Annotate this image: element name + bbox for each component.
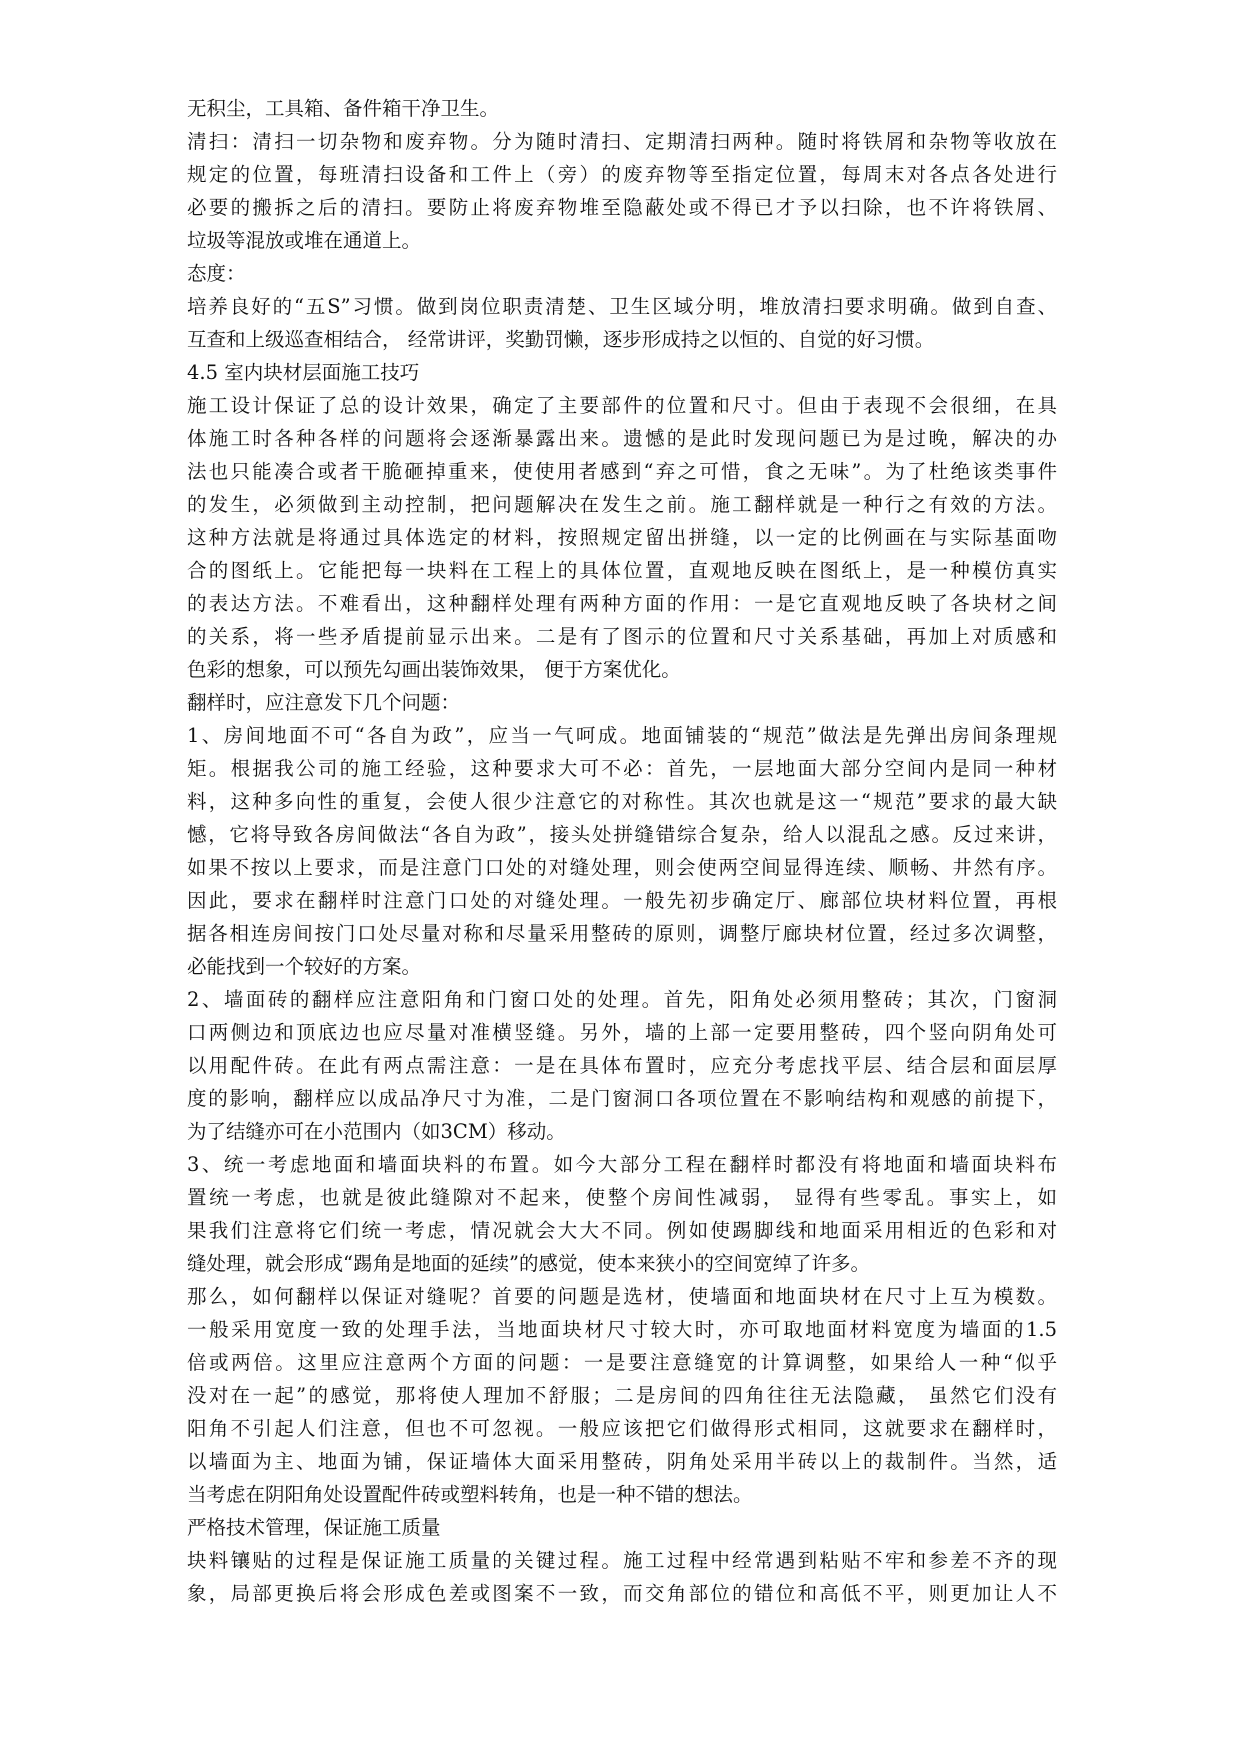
- text-line: 无积尘，工具箱、备件箱干净卫生。: [187, 97, 500, 120]
- text-line: 清扫：清扫一切杂物和废弃物。分为随时清扫、定期清扫两种。随时将铁屑和杂物等收放在: [187, 130, 1057, 153]
- text-line: 一般采用宽度一致的处理手法，当地面块材尺寸较大时，亦可取地面材料宽度为墙面的1.5: [187, 1318, 1057, 1341]
- text-line: 3、统一考虑地面和墙面块料的布置。如今大部分工程在翻样时都没有将地面和墙面块料布: [187, 1153, 1057, 1176]
- text-line: 体施工时各种各样的问题将会逐渐暴露出来。遗憾的是此时发现问题已为是过晚，解决的办: [187, 427, 1057, 450]
- text-line: 合的图纸上。它能把每一块料在工程上的具体位置，直观地反映在图纸上，是一种模仿真实: [187, 559, 1057, 582]
- text-line: 垃圾等混放或堆在通道上。: [187, 229, 422, 252]
- text-line: 口两侧边和顶底边也应尽量对准横竖缝。另外，墙的上部一定要用整砖，四个竖向阴角处可: [187, 1021, 1057, 1044]
- text-line: 置统一考虑，也就是彼此缝隙对不起来，使整个房间性减弱， 显得有些零乱。事实上，如: [187, 1186, 1057, 1209]
- text-line: 的发生，必须做到主动控制，把问题解决在发生之前。施工翻样就是一种行之有效的方法。: [187, 493, 1057, 516]
- text-line: 2、墙面砖的翻样应注意阳角和门窗口处的处理。首先，阳角处必须用整砖；其次，门窗洞: [187, 988, 1057, 1011]
- text-line: 那么，如何翻样以保证对缝呢？首要的问题是选材，使墙面和地面块材在尺寸上互为模数。: [187, 1285, 1057, 1308]
- text-line: 1、房间地面不可“各自为政”，应当一气呵成。地面铺装的“规范”做法是先弹出房间条理规: [187, 724, 1057, 747]
- text-line: 态度：: [187, 262, 246, 285]
- text-line: 没对在一起”的感觉，那将使人理加不舒服；二是房间的四角往往无法隐藏， 虽然它们没有: [187, 1384, 1057, 1407]
- text-line: 必要的搬拆之后的清扫。要防止将废弃物堆至隐蔽处或不得已才予以扫除，也不许将铁屑、: [187, 196, 1057, 219]
- text-line: 严格技术管理，保证施工质量: [187, 1516, 441, 1539]
- text-line: 法也只能凑合或者干脆砸掉重来，使使用者感到“弃之可惜，食之无味”。为了杜绝该类事件: [187, 460, 1057, 483]
- text-line: 施工设计保证了总的设计效果，确定了主要部件的位置和尺寸。但由于表现不会很细，在具: [187, 394, 1057, 417]
- text-line: 的关系，将一些矛盾提前显示出来。二是有了图示的位置和尺寸关系基础，再加上对质感和: [187, 625, 1057, 648]
- text-line: 培养良好的“五S”习惯。做到岗位职责清楚、卫生区域分明，堆放清扫要求明确。做到自查、: [187, 295, 1057, 318]
- text-line: 据各相连房间按门口处尽量对称和尽量采用整砖的原则，调整厅廊块材位置，经过多次调整，: [187, 922, 1057, 945]
- text-line: 为了结缝亦可在小范围内（如3CM）移动。: [187, 1120, 566, 1143]
- text-line: 以用配件砖。在此有两点需注意：一是在具体布置时，应充分考虑找平层、结合层和面层厚: [187, 1054, 1057, 1077]
- text-line: 以墙面为主、地面为铺，保证墙体大面采用整砖，阴角处采用半砖以上的裁制件。当然，适: [187, 1450, 1057, 1473]
- text-line: 憾，它将导致各房间做法“各自为政”，接头处拼缝错综合复杂，给人以混乱之感。反过来讲，: [187, 823, 1057, 846]
- text-line: 度的影响，翻样应以成品净尺寸为准，二是门窗洞口各项位置在不影响结构和观感的前提下，: [187, 1087, 1057, 1110]
- text-line: 规定的位置，每班清扫设备和工件上（旁）的废弃物等至指定位置，每周末对各点各处进行: [187, 163, 1057, 186]
- text-line: 倍或两倍。这里应注意两个方面的问题：一是要注意缝宽的计算调整，如果给人一种“似乎: [187, 1351, 1057, 1374]
- text-line: 缝处理，就会形成“踢角是地面的延续”的感觉，使本来狭小的空间宽绰了许多。: [187, 1252, 870, 1275]
- document-page: [187, 92, 1057, 1610]
- text-line: 色彩的想象，可以预先勾画出装饰效果， 便于方案优化。: [187, 658, 681, 681]
- text-line: 4.5 室内块材层面施工技巧: [187, 361, 420, 384]
- text-line: 象，局部更换后将会形成色差或图案不一致，而交角部位的错位和高低不平，则更加让人不: [187, 1582, 1057, 1605]
- text-line: 当考虑在阴阳角处设置配件砖或塑料转角，也是一种不错的想法。: [187, 1483, 753, 1506]
- text-line: 这种方法就是将通过具体选定的材料，按照规定留出拼缝，以一定的比例画在与实际基面吻: [187, 526, 1057, 549]
- text-line: 阳角不引起人们注意，但也不可忽视。一般应该把它们做得形式相同，这就要求在翻样时，: [187, 1417, 1057, 1440]
- text-line: 必能找到一个较好的方案。: [187, 955, 422, 978]
- text-line: 互查和上级巡查相结合， 经常讲评，奖勤罚懒，逐步形成持之以恒的、自觉的好习惯。: [187, 328, 935, 351]
- text-line: 块料镶贴的过程是保证施工质量的关键过程。施工过程中经常遇到粘贴不牢和参差不齐的现: [187, 1549, 1057, 1572]
- text-line: 因此，要求在翻样时注意门口处的对缝处理。一般先初步确定厅、廊部位块材料位置，再根: [187, 889, 1057, 912]
- text-line: 果我们注意将它们统一考虑，情况就会大大不同。例如使踢脚线和地面采用相近的色彩和对: [187, 1219, 1057, 1242]
- text-line: 矩。根据我公司的施工经验，这种要求大可不必：首先，一层地面大部分空间内是同一种材: [187, 757, 1057, 780]
- text-line: 的表达方法。不难看出，这种翻样处理有两种方面的作用：一是它直观地反映了各块材之间: [187, 592, 1057, 615]
- text-line: 料，这种多向性的重复，会使人很少注意它的对称性。其次也就是这一“规范”要求的最大缺: [187, 790, 1057, 813]
- text-line: 如果不按以上要求，而是注意门口处的对缝处理，则会使两空间显得连续、顺畅、井然有序。: [187, 856, 1057, 879]
- text-line: 翻样时，应注意发下几个问题：: [187, 691, 461, 714]
